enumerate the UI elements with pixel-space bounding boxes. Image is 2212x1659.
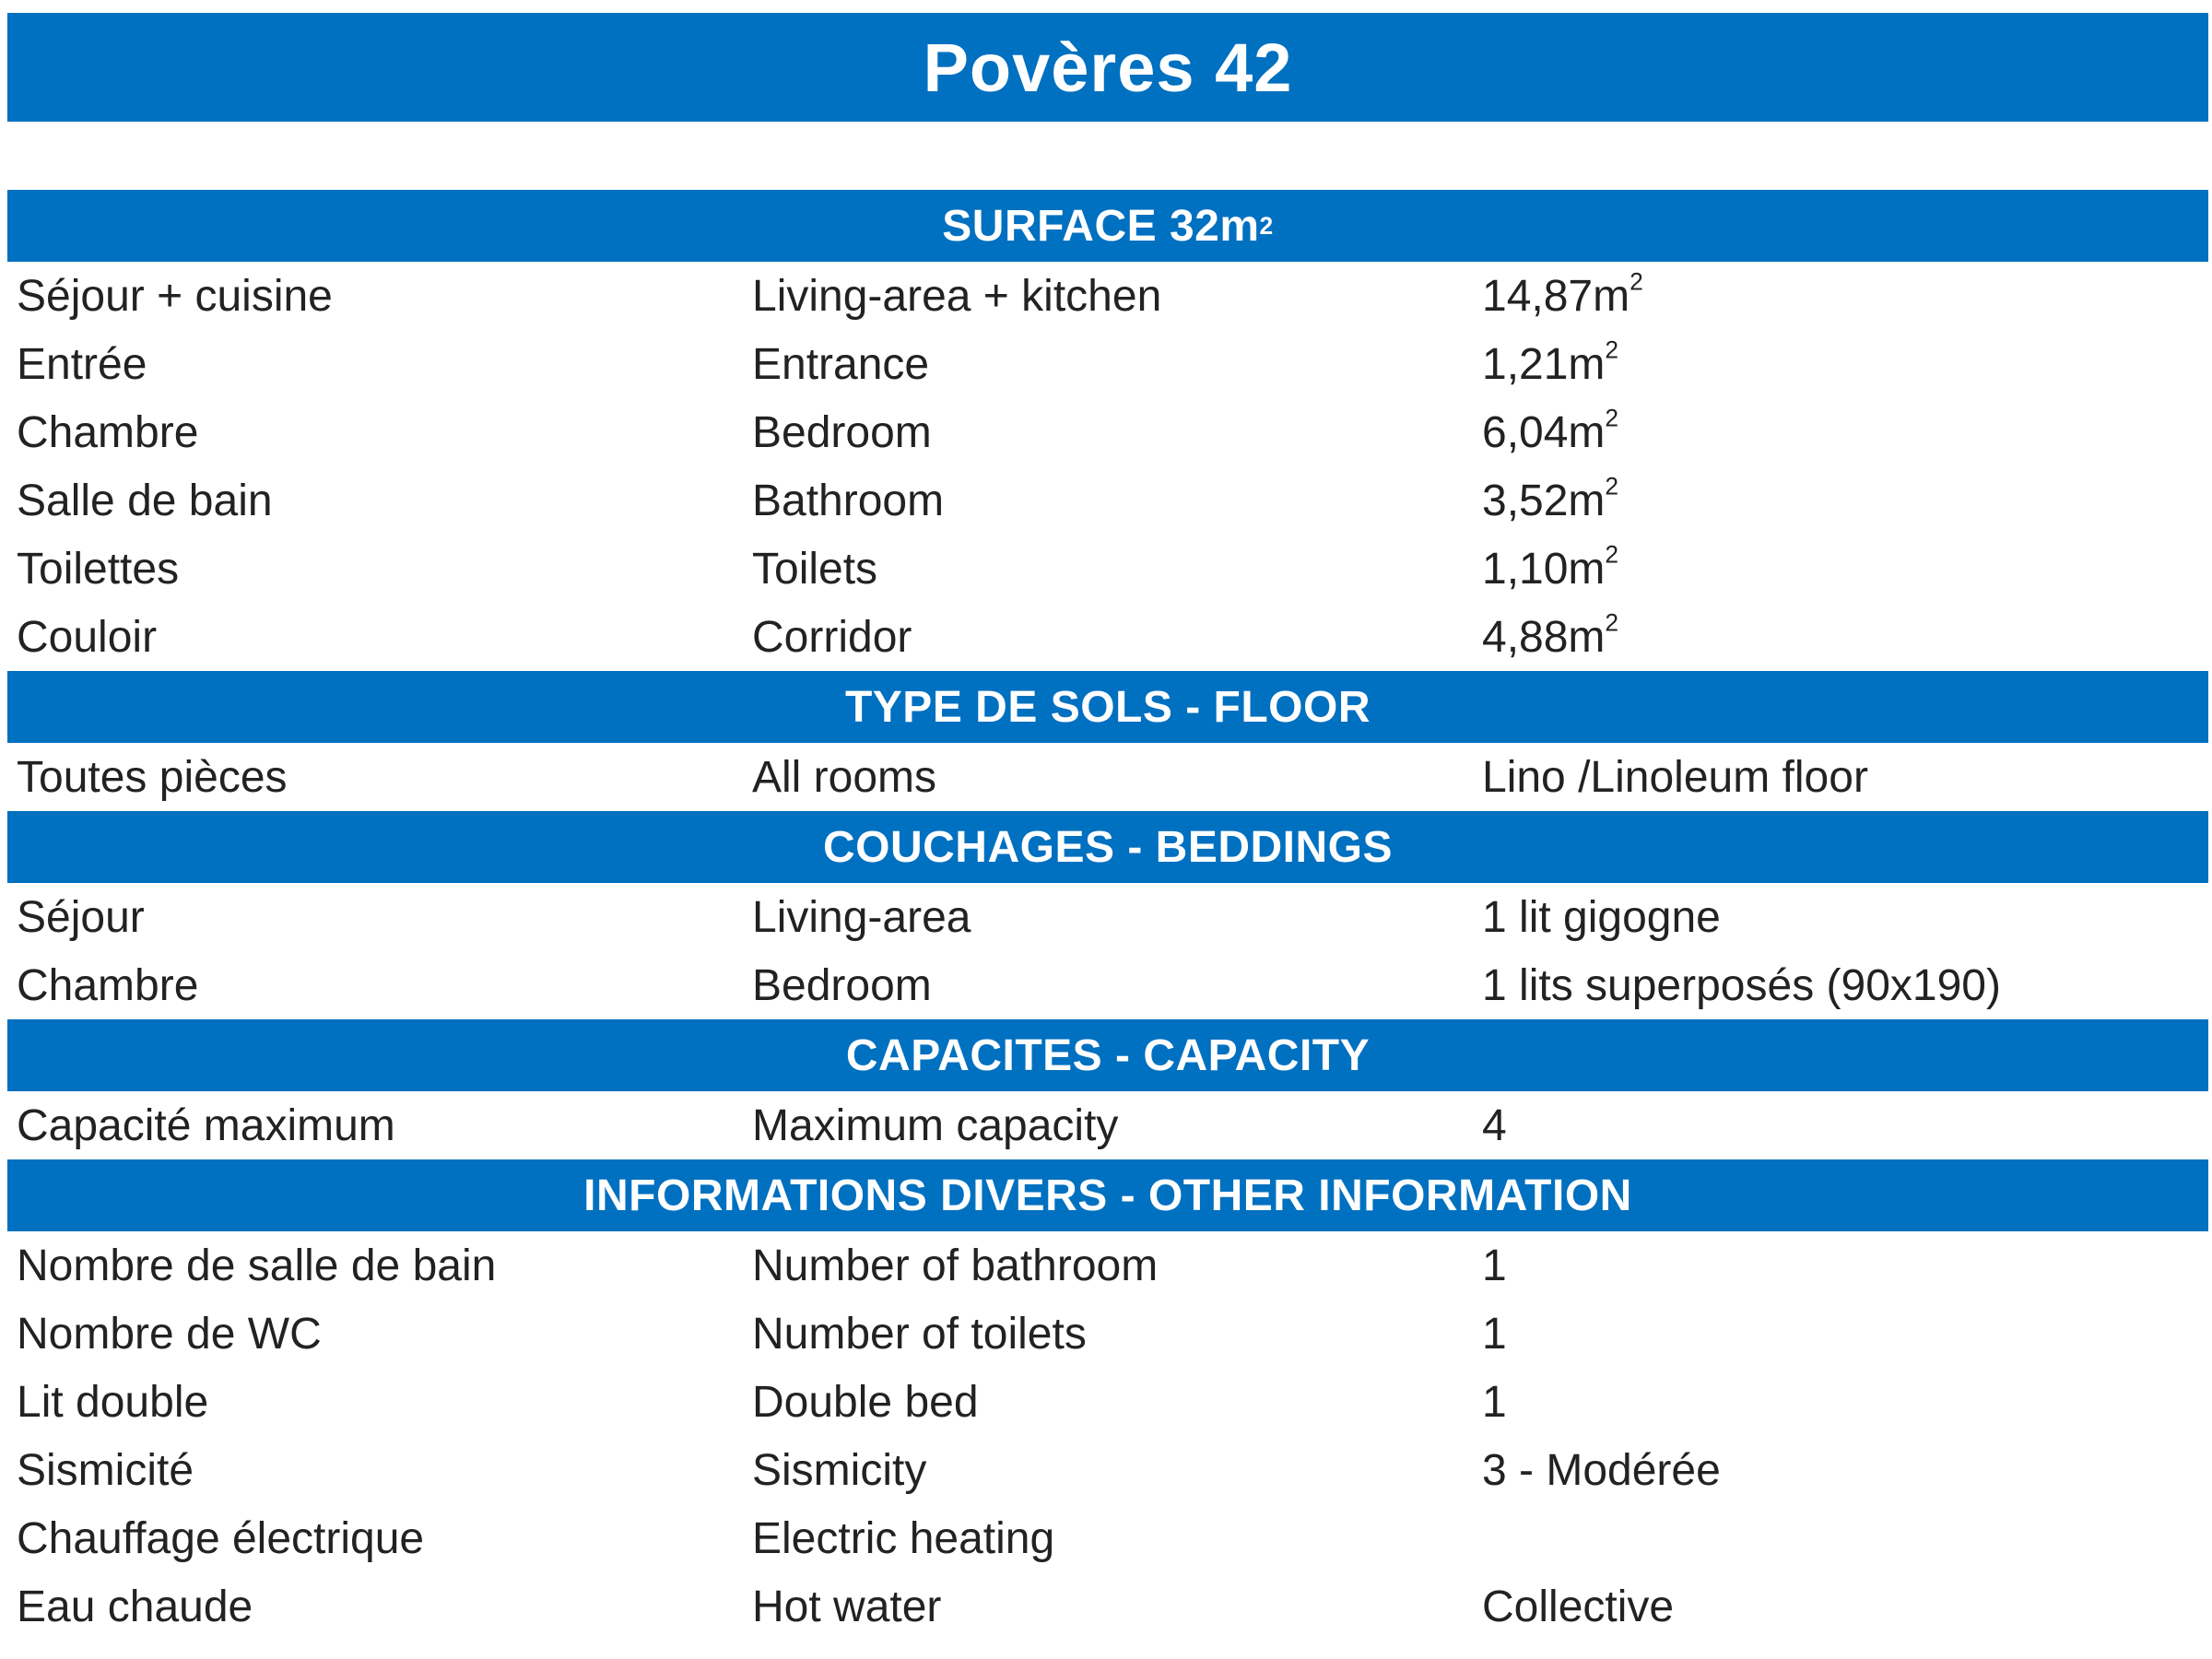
value-text: 3,52m xyxy=(1482,476,1606,525)
table-row xyxy=(7,883,2208,951)
french-label: Capacité maximum xyxy=(17,1100,395,1150)
value-cell xyxy=(1471,1377,2208,1428)
french-label: Salle de bain xyxy=(17,476,273,525)
french-label: Chambre xyxy=(17,407,199,457)
french-label: Toutes pièces xyxy=(17,752,288,802)
value-text: 1 xyxy=(1482,1241,1507,1290)
table-row xyxy=(7,1368,2208,1436)
french-label: Couloir xyxy=(17,612,158,662)
english-label: Number of bathroom xyxy=(752,1241,1159,1290)
value-cell xyxy=(1471,271,2208,322)
unit-superscript: 2 xyxy=(1630,270,1643,296)
value-cell xyxy=(1471,1309,2208,1359)
english-label: Maximum capacity xyxy=(752,1100,1119,1150)
section-beddings xyxy=(7,811,2208,1019)
french-label: Sismicité xyxy=(17,1445,194,1495)
value-cell xyxy=(1471,612,2208,663)
value-cell xyxy=(1471,1582,2208,1632)
english-label: Living-area xyxy=(752,892,971,942)
value-cell xyxy=(1471,407,2208,458)
table-row xyxy=(7,535,2208,603)
value-cell xyxy=(1471,544,2208,594)
value-text: 3 - Modérée xyxy=(1482,1445,1721,1495)
english-label: Living-area + kitchen xyxy=(752,271,1162,321)
table-row xyxy=(7,262,2208,330)
value-cell xyxy=(1471,752,2208,803)
table-row xyxy=(7,743,2208,811)
page-title: Povères 42 xyxy=(7,13,2208,122)
french-label: Lit double xyxy=(17,1377,209,1427)
english-label: Number of toilets xyxy=(752,1309,1087,1359)
value-text: 1 xyxy=(1482,1377,1507,1427)
value-cell xyxy=(1471,476,2208,526)
french-label: Chambre xyxy=(17,960,199,1010)
value-cell xyxy=(1471,960,2208,1011)
value-text: 4 xyxy=(1482,1100,1507,1150)
english-label: Double bed xyxy=(752,1377,979,1427)
table-row xyxy=(7,1572,2208,1641)
english-label: Entrance xyxy=(752,339,930,389)
table-row xyxy=(7,330,2208,398)
french-label: Eau chaude xyxy=(17,1582,253,1631)
table-row xyxy=(7,1436,2208,1504)
value-text: 6,04m xyxy=(1482,407,1606,457)
table-row xyxy=(7,466,2208,535)
section-header-label: SURFACE 32m xyxy=(942,201,1260,251)
table-row xyxy=(7,1300,2208,1368)
value-text: 1,21m xyxy=(1482,339,1606,389)
value-cell xyxy=(1471,1100,2208,1151)
table-row xyxy=(7,1231,2208,1300)
english-label: Toilets xyxy=(752,544,878,594)
english-label: Bathroom xyxy=(752,476,945,525)
french-label: Toilettes xyxy=(17,544,180,594)
section-header-surface: SURFACE 32m 2 xyxy=(7,190,2208,262)
french-label: Nombre de salle de bain xyxy=(17,1241,497,1290)
english-label: Bedroom xyxy=(752,407,932,457)
value-text: 1 lit gigogne xyxy=(1482,892,1721,942)
french-label: Nombre de WC xyxy=(17,1309,322,1359)
value-cell xyxy=(1471,892,2208,943)
french-label: Chauffage électrique xyxy=(17,1513,425,1563)
section-header-other xyxy=(7,1159,2208,1231)
value-cell xyxy=(1471,1445,2208,1496)
section-header-label: INFORMATIONS DIVERS - OTHER INFORMATION xyxy=(583,1171,1632,1220)
table-row xyxy=(7,1504,2208,1572)
english-label: All rooms xyxy=(752,752,937,802)
section-other xyxy=(7,1159,2208,1641)
unit-superscript: 2 xyxy=(1605,338,1619,364)
section-header-capacity xyxy=(7,1019,2208,1091)
section-capacity xyxy=(7,1019,2208,1159)
section-floor xyxy=(7,671,2208,811)
table-row xyxy=(7,398,2208,466)
table-row xyxy=(7,951,2208,1019)
english-label: Sismicity xyxy=(752,1445,927,1495)
section-header-floor xyxy=(7,671,2208,743)
unit-superscript: 2 xyxy=(1605,406,1619,432)
section-header-label: CAPACITES - CAPACITY xyxy=(845,1030,1371,1080)
info-table xyxy=(7,190,2208,1641)
value-text: 1 lits superposés (90x190) xyxy=(1482,960,2001,1010)
english-label: Corridor xyxy=(752,612,912,662)
value-text: Collective xyxy=(1482,1582,1675,1631)
french-label: Entrée xyxy=(17,339,147,389)
value-text: 4,88m xyxy=(1482,612,1606,662)
english-label: Hot water xyxy=(752,1582,942,1631)
english-label: Bedroom xyxy=(752,960,932,1010)
unit-superscript: 2 xyxy=(1605,611,1619,637)
section-header-label: COUCHAGES - BEDDINGS xyxy=(822,822,1394,872)
french-label: Séjour + cuisine xyxy=(17,271,333,321)
value-text: 1,10m xyxy=(1482,544,1606,594)
table-row xyxy=(7,603,2208,671)
value-text: 1 xyxy=(1482,1309,1507,1359)
french-label: Séjour xyxy=(17,892,145,942)
value-text: Lino /Linoleum floor xyxy=(1482,752,1868,802)
english-label: Electric heating xyxy=(752,1513,1055,1563)
value-cell xyxy=(1471,1241,2208,1291)
unit-superscript: 2 xyxy=(1605,543,1619,569)
section-header-beddings xyxy=(7,811,2208,883)
value-cell xyxy=(1471,339,2208,390)
unit-superscript: 2 xyxy=(1605,475,1619,500)
section-header-label: TYPE DE SOLS - FLOOR xyxy=(844,682,1371,732)
section-surface xyxy=(7,190,2208,671)
table-row xyxy=(7,1091,2208,1159)
value-text: 14,87m xyxy=(1482,271,1630,321)
